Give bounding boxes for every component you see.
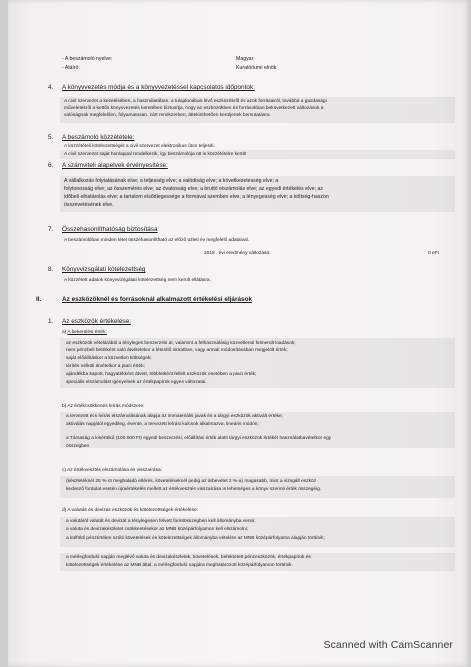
section-5-heading: 5. A beszámoló közzététele:	[48, 134, 135, 141]
currency-line: a mérlegforduló napján meglévő valuta és devizakészletek, követelések, befektetett pénzeszközök, értékpapírok és	[66, 555, 311, 560]
currency-line: a külföldi pénzértékre szóló követelések és kötelezettségek állományba vételére az MNB középárfolyama alapján történik;	[66, 536, 325, 541]
currency-title: d) A valutás és devizás eszközök és kötelezettségek értékelése:	[62, 508, 198, 513]
camscanner-watermark: Scanned with CamScanner	[323, 639, 453, 651]
section-6-line: összevetésének elve.	[64, 202, 114, 208]
acquisition-line: térítés nélküli átvételkor a piaci érték;	[66, 364, 145, 369]
section-6-line: A vállalkozás folytatásának elve; a teljesség elve; a valódiság elve; a következetesség elve; a	[64, 178, 279, 184]
section-7-result-label: 2018 . évi eredmény változása:	[204, 251, 271, 256]
impairment-line: (készletéknél 25 %-ot meghaladó eltérés, követeléseknél pedig az árbevétel 2 %-a) magasabb, mint a vizsgált eszköz	[66, 479, 317, 484]
depreciation-line: a Társaság a kisértékű (100.000 Ft) egyedi beszerzési, előállítási érték alatti tárgyi eszközök értékét használatbavételkor egy	[66, 436, 332, 441]
acquisition-line: saját előállításkor a közvetlen költségek;	[66, 356, 152, 361]
signer-value: Kuratóriumi elnök	[236, 65, 277, 71]
depreciation-line: összegben	[66, 444, 90, 449]
section-6-heading: 6. A számviteli alapelvek érvényesítése:	[48, 162, 168, 169]
depreciation-line: a tervezett écs leírás elszámolásának alapja az immateriális javak és a tárgyi eszközök aktivált értéke;	[66, 414, 284, 419]
section-4-heading: 4. A könyvvezetés módja és a könyvvezetéssel kapcsolatos időpontok:	[48, 84, 255, 91]
scanned-page	[8, 0, 471, 667]
section-II-heading: II. Az eszközöknél és forrásoknál alkalmazott értékelési eljárások	[36, 296, 253, 303]
section-6-line: folytonosság elve; az összemérés elve; az óvatosság elve; a bruttó elszámolás elve; az egyedi értékelés elve; az	[64, 186, 323, 192]
section-8-heading: 8. Könyvvizsgálati kötelezettség	[48, 266, 146, 273]
acquisition-value-title: a) A bekerülési érték:	[62, 330, 107, 335]
section-5-line: A közzétételi kötelezettségét a civil szervezet elektronikus úton teljesíti.	[64, 144, 215, 149]
acquisition-line: speciális elszámolást igényelnek az értékpapírok egyes változatai.	[66, 380, 207, 385]
acquisition-line: ajándékba kapott, hagyatékként átvett, többletként fellelt eszközök esetében a piaci érték;	[66, 372, 257, 377]
impairment-title: c) Az értékvesztés elszámolása és visszaírása:	[62, 468, 162, 473]
depreciation-line: aktiválás napjától egyedileg, évente, a tervezett leírási kulcsok alkalmazva, lineáris módon;	[66, 422, 259, 427]
acquisition-line: az eszközök vételárából a tényleges beszerzési ár, valamint a felhasználásig közvetlenül felmerült kiadások;	[66, 341, 296, 346]
section-7-result-value: 0 eFt	[428, 251, 439, 256]
section-7-heading: 7. Összehasonlíthatóság biztosítása	[48, 226, 158, 233]
section-4-line: műveletekről a kettős könyvvezetés keretében biztosítja, hogy az eszközökben és forrásokban bekövetkezett változások a	[64, 106, 324, 111]
assets-valuation-heading: 1. Az eszközök értékelése:	[48, 318, 131, 325]
section-5-line: A civil szervezet saját honlappal rendelkezik, így beszámolója ott is közzétételre kerül!	[64, 152, 247, 157]
impairment-line: kedvező fordulat esetén újraértékelés mellett az értékvesztés visszaírása is lehetséges a könyv szerinti érték összegéig.	[66, 487, 322, 492]
acquisition-line: nem pénzbeli betétként való átvételekor a létesítő okiratban, vagy annak módosításában megjelölt érték;	[66, 348, 288, 353]
language-label: - A beszámoló nyelve:	[62, 56, 113, 62]
language-value: Magyar	[236, 56, 254, 62]
depreciation-title: b) Az értékcsökkenés leírás módszere:	[62, 404, 145, 409]
currency-line: a valuta és devizakészletet csökkentésekor az MNB középárfolyamon kell elszámolni;	[66, 527, 249, 532]
currency-line: a valutáról valutát és devizát a ténylegesen felvett forintösszegben kell állományba venni;	[66, 519, 256, 524]
section-6-line: időbeli elhatárolás elve; a tartalom elsődlegessége a formával szemben elve; a lényegesség elve; a költség-haszon	[64, 194, 329, 200]
section-4-line: A civil szervezet a kezelésében, a használatában, a tulajdonában lévő eszközökről és azok forrásairól, továbbá a gazdasági	[64, 99, 327, 104]
section-8-line: A közzétett adatok könyvvizsgálati kötelezettség nem került ellátásra.	[64, 278, 211, 283]
section-4-line: valóságnak megfelelően, folyamatosan, zárt rendszerben, áttekinthetően kerüljenek bemutatásra.	[64, 113, 271, 118]
signer-label: - Aláíró:	[62, 65, 80, 71]
currency-line: kötelezettségek értékelése az MNB által, a mérlegforduló napjára meghatározott középárfolyamon történik.	[66, 563, 293, 568]
section-7-line: A beszámolóban minden tétel összehasonlítható az előző üzleti év megfelelő adataival.	[64, 238, 250, 243]
